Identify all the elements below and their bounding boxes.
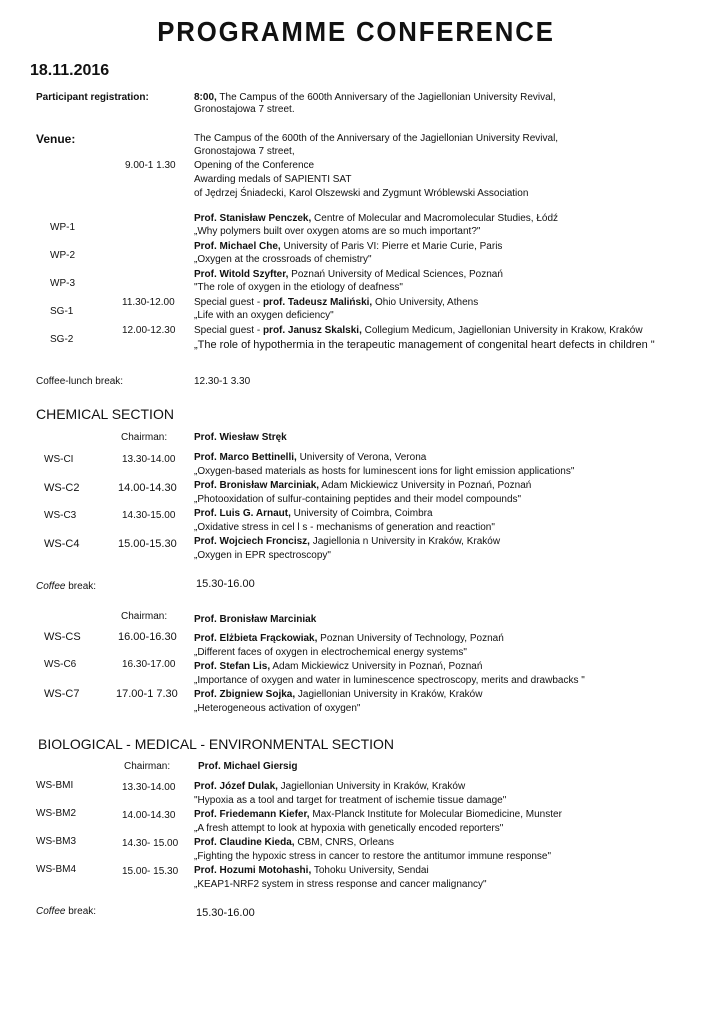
speaker-name: prof. Tadeusz Maliński, <box>262 297 373 308</box>
talk-time: 14.00-14.30 <box>118 482 177 494</box>
talk-code: SG-1 <box>50 306 74 317</box>
talk-code: WS-CI <box>44 454 74 465</box>
talk-time: 14.00-14.30 <box>122 810 176 821</box>
speaker-name: Prof. Witold Szyfter, <box>194 269 289 280</box>
chairman-label: Chairman: <box>121 611 168 622</box>
talk-code: WS-BM2 <box>36 808 76 819</box>
speaker-affiliation: Ohio University, Athens <box>372 297 479 308</box>
speaker-name: Prof. Józef Dulak, <box>194 781 278 792</box>
talk-code: WS-BM3 <box>36 836 76 847</box>
talk-time: 14.30-15.00 <box>122 510 176 521</box>
coffee-break-label <box>36 581 96 593</box>
speaker-name: Prof. Marco Bettinelli, <box>194 452 297 463</box>
talk-title: "Hypoxia as a tool and target for treatment of ischemie tissue damage" <box>194 795 507 806</box>
speaker-affiliation: Jagiellonian University in Kraków, Kraków <box>295 689 483 700</box>
talk-code: WP-2 <box>50 250 75 261</box>
coffee-word: Coffee <box>36 906 66 917</box>
speaker-name: Prof. Elżbieta Frąckowiak, <box>194 633 318 644</box>
speaker-name: Prof. Zbigniew Sojka, <box>194 689 296 700</box>
talk-speaker-line <box>194 865 429 877</box>
talk-speaker-line <box>194 661 482 673</box>
talk-code: SG-2 <box>50 334 74 345</box>
talk-speaker-line <box>194 213 558 225</box>
speaker-affiliation: University of Paris VI: Pierre et Marie Curie, Paris <box>280 241 503 252</box>
talk-title: „Fighting the hypoxic stress in cancer to restore the antitumor immune response" <box>194 851 552 862</box>
talk-title: "The role of oxygen in the etiology of deafness" <box>194 282 403 293</box>
talk-title: „Oxidative stress in cel l s - mechanisms of generation and reaction" <box>194 522 495 533</box>
venue-line: Gronostajowa 7 street, <box>194 146 295 157</box>
talk-speaker-line <box>194 241 502 253</box>
talk-title: „Life with an oxygen deficiency" <box>194 310 334 321</box>
talk-speaker-line <box>194 508 433 520</box>
talk-speaker-line <box>194 536 500 548</box>
venue-line: Awarding medals of SAPIENTI SAT <box>194 174 352 185</box>
speaker-affiliation: Adam Mickiewicz University in Poznań, Poznań <box>270 661 483 672</box>
chairman-name: Prof. Bronisław Marciniak <box>194 614 317 625</box>
talk-speaker-line <box>194 633 504 645</box>
speaker-name: Prof. Bronisław Marciniak, <box>194 480 320 491</box>
talk-time: 11.30-12.00 <box>122 297 175 308</box>
talk-title: „KEAP1-NRF2 system in stress response and cancer malignancy" <box>194 879 487 890</box>
speaker-name: Prof. Stanisław Penczek, <box>194 213 312 224</box>
coffee-lunch-label: Coffee-lunch break: <box>36 376 124 387</box>
talk-speaker-line <box>194 269 503 281</box>
chairman-label: Chairman: <box>124 761 171 772</box>
talk-time: 13.30-14.00 <box>122 782 176 793</box>
talk-time: 15.00-15.30 <box>118 538 177 550</box>
speaker-name: Prof. Wojciech Froncisz, <box>194 536 310 547</box>
talk-time: 13.30-14.00 <box>122 454 176 465</box>
talk-title: „The role of hypothermia in the terapeutic management of congenital heart defects in children " <box>194 339 655 351</box>
talk-speaker-line <box>194 325 643 337</box>
speaker-affiliation: Poznan University of Technology, Poznań <box>317 633 504 644</box>
talk-code: WS-C4 <box>44 538 80 550</box>
talk-code: WS-C3 <box>44 510 77 521</box>
registration-label: Participant registration: <box>36 92 149 103</box>
talk-speaker-line <box>194 781 465 793</box>
chairman-name: Prof. Wiesław Stręk <box>194 432 287 443</box>
speaker-affiliation: Centre of Molecular and Macromolecular Studies, Łódź <box>311 213 559 224</box>
talk-title: „Different faces of oxygen in electrochemical energy systems" <box>194 647 467 658</box>
coffee-word: Coffee <box>36 581 66 592</box>
venue-label: Venue: <box>36 132 76 146</box>
talk-title: „A fresh attempt to look at hypoxia with genetically encoded reporters" <box>194 823 504 834</box>
chairman-name: Prof. Michael Giersig <box>198 761 298 772</box>
coffee-lunch-time: 12.30-1 3.30 <box>194 376 251 387</box>
registration-time: 8:00, <box>194 92 217 103</box>
talk-speaker-line <box>194 297 478 309</box>
speaker-affiliation: Poznań University of Medical Sciences, Poznań <box>288 269 503 280</box>
speaker-affiliation: University of Coimbra, Coimbra <box>290 508 433 519</box>
talk-time: 15.00- 15.30 <box>122 866 179 877</box>
special-guest-prefix: Special guest - <box>194 325 263 336</box>
talk-code: WS-BM4 <box>36 864 76 875</box>
talk-title: „Importance of oxygen and water in luminescence spectroscopy, merits and drawbacks " <box>194 675 585 686</box>
speaker-affiliation: Tohoku University, Sendai <box>311 865 429 876</box>
talk-code: WS-BMI <box>36 780 74 791</box>
conference-date: 18.11.2016 <box>30 62 110 79</box>
talk-time: 16.30-17.00 <box>122 659 176 670</box>
chemical-section-title: CHEMICAL SECTION <box>36 406 174 422</box>
speaker-affiliation: Jagiellonian University in Kraków, Kraków <box>277 781 466 792</box>
chairman-label: Chairman: <box>121 432 168 443</box>
speaker-name: Prof. Michael Che, <box>194 241 281 252</box>
talk-code: WS-CS <box>44 631 81 643</box>
break-word: break: <box>65 906 97 917</box>
talk-speaker-line <box>194 809 562 821</box>
bio-section-title: BIOLOGICAL - MEDICAL - ENVIRONMENTAL SECTION <box>38 736 395 752</box>
talk-code: WP-3 <box>50 278 75 289</box>
registration-text <box>194 92 556 104</box>
talk-speaker-line <box>194 689 482 701</box>
coffee-break-label <box>36 906 96 918</box>
talk-title: „Heterogeneous activation of oxygen" <box>194 703 361 714</box>
talk-code: WS-C6 <box>44 659 77 670</box>
talk-speaker-line <box>194 480 531 492</box>
speaker-name: Prof. Friedemann Kiefer, <box>194 809 310 820</box>
speaker-affiliation: CBM, CNRS, Orleans <box>294 837 395 848</box>
speaker-name: Prof. Stefan Lis, <box>194 661 271 672</box>
talk-title: „Photooxidation of sulfur-containing peptides and their model compounds" <box>194 494 522 505</box>
page-title: PROGRAMME CONFERENCE <box>157 16 555 47</box>
speaker-name: prof. Janusz Skalski, <box>262 325 362 336</box>
talk-time: 14.30- 15.00 <box>122 838 179 849</box>
talk-speaker-line <box>194 837 394 849</box>
talk-code: WP-1 <box>50 222 75 233</box>
speaker-affiliation: University of Verona, Verona <box>296 452 427 463</box>
venue-line: of Jędrzej Śniadecki, Karol Olszewski and Zygmunt Wróblewski Association <box>194 188 529 199</box>
speaker-name: Prof. Hozumi Motohashi, <box>194 865 312 876</box>
speaker-affiliation: Collegium Medicum, Jagiellonian University in Krakow, Kraków <box>361 325 643 336</box>
talk-title: „Oxygen in EPR spectroscopy" <box>194 550 331 561</box>
speaker-name: Prof. Claudine Kieda, <box>194 837 295 848</box>
talk-speaker-line <box>194 452 426 464</box>
talk-time: 16.00-16.30 <box>118 631 177 643</box>
speaker-affiliation: Jagiellonia n University in Kraków, Kraków <box>309 536 501 547</box>
speaker-name: Prof. Luis G. Arnaut, <box>194 508 291 519</box>
talk-time: 12.00-12.30 <box>122 325 176 336</box>
break-word: break: <box>65 581 97 592</box>
talk-title: „Oxygen at the crossroads of chemistry" <box>194 254 372 265</box>
registration-place: The Campus of the 600th Anniversary of the Jagiellonian University Revival, <box>216 92 556 103</box>
talk-title: „Why polymers built over oxygen atoms are so much important?" <box>194 226 481 237</box>
coffee-break-time: 15.30-16.00 <box>196 578 255 590</box>
registration-street: Gronostajowa 7 street. <box>194 104 295 115</box>
venue-time: 9.00-1 1.30 <box>125 160 176 171</box>
talk-title: „Oxygen-based materials as hosts for luminescent ions for light emission applications" <box>194 466 575 477</box>
speaker-affiliation: Max-Planck Institute for Molecular Biomedicine, Munster <box>309 809 562 820</box>
talk-code: WS-C7 <box>44 688 80 700</box>
venue-line: The Campus of the 600th of the Anniversary of the Jagiellonian University Revival, <box>194 133 559 144</box>
coffee-break-time: 15.30-16.00 <box>196 907 255 919</box>
talk-time: 17.00-1 7.30 <box>116 688 178 700</box>
speaker-affiliation: Adam Mickiewicz University in Poznań, Poznań <box>319 480 532 491</box>
venue-line: Opening of the Conference <box>194 160 315 171</box>
special-guest-prefix: Special guest - <box>194 297 263 308</box>
talk-code: WS-C2 <box>44 482 80 494</box>
